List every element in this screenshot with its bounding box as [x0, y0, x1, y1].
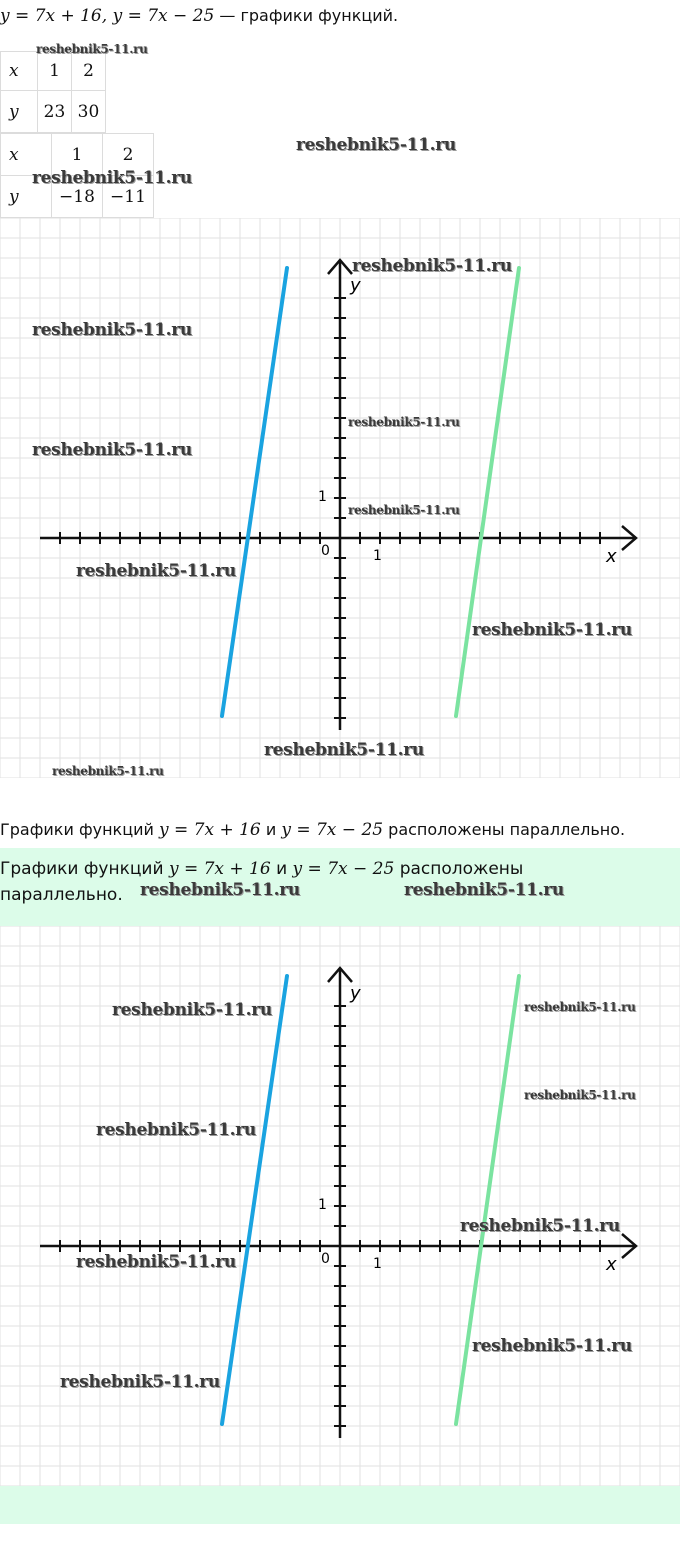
x-axis-label: x: [606, 546, 617, 567]
watermark: reshebnik5-11.ru: [76, 561, 236, 581]
table1-x-header: x: [1, 52, 38, 91]
answer-formula-2: y = 7x − 25: [292, 859, 395, 879]
watermark: reshebnik5-11.ru: [60, 1372, 220, 1392]
watermark: reshebnik5-11.ru: [524, 1000, 636, 1014]
y-axis-label: y: [350, 983, 361, 1004]
graph-line-7x-plus-16: [222, 268, 287, 716]
watermark: reshebnik5-11.ru: [460, 1216, 620, 1236]
conclusion-formula-2: y = 7x − 25: [281, 820, 384, 840]
x-unit-label: 1: [373, 548, 382, 564]
table1-x-cell: 1: [38, 52, 72, 91]
watermark: reshebnik5-11.ru: [52, 764, 164, 778]
watermark: reshebnik5-11.ru: [348, 503, 460, 517]
answer-middle: и: [270, 859, 293, 879]
table2-x-cell: 2: [103, 134, 154, 176]
table2-x-header: x: [1, 134, 52, 176]
watermark: reshebnik5-11.ru: [264, 740, 424, 760]
watermark: reshebnik5-11.ru: [524, 1088, 636, 1102]
watermark: reshebnik5-11.ru: [32, 440, 192, 460]
watermark: reshebnik5-11.ru: [472, 1336, 632, 1356]
watermark: reshebnik5-11.ru: [32, 168, 192, 188]
watermark: reshebnik5-11.ru: [404, 880, 564, 900]
table2-y-cell: −11: [103, 176, 154, 218]
watermark: reshebnik5-11.ru: [348, 415, 460, 429]
function-graph-1: [0, 218, 680, 778]
intro-line: [0, 6, 398, 26]
table1-y-cell: 30: [72, 91, 106, 133]
watermark: reshebnik5-11.ru: [472, 620, 632, 640]
watermark: reshebnik5-11.ru: [76, 1252, 236, 1272]
watermark: reshebnik5-11.ru: [112, 1000, 272, 1020]
conclusion-suffix: расположены параллельно.: [383, 820, 626, 839]
conclusion-prefix: Графики функций: [0, 820, 159, 839]
graph-line-7x-minus-25: [456, 268, 519, 716]
watermark: reshebnik5-11.ru: [140, 880, 300, 900]
x-axis-label: x: [606, 1254, 617, 1275]
formula-separator: ,: [101, 6, 113, 26]
answer-prefix: Графики функций: [0, 859, 169, 879]
table1-y-cell: 23: [38, 91, 72, 133]
watermark: reshebnik5-11.ru: [296, 135, 456, 155]
table2-y-cell: −18: [52, 176, 103, 218]
table2-y-header: y: [1, 176, 52, 218]
intro-text: — графики функций.: [214, 6, 399, 25]
table1-x-cell: 2: [72, 52, 106, 91]
watermark: reshebnik5-11.ru: [96, 1120, 256, 1140]
conclusion-formula-1: y = 7x + 16: [159, 820, 261, 840]
formula-2: y = 7x − 25: [112, 6, 215, 26]
conclusion-sentence: [0, 820, 625, 840]
origin-label: 0: [321, 543, 330, 559]
y-axis-label: y: [350, 275, 361, 296]
table1-y-header: y: [1, 91, 38, 133]
formula-1: y = 7x + 16: [0, 6, 102, 26]
values-table-1: [0, 51, 106, 133]
answer-suffix: расположены параллельно.: [0, 859, 524, 905]
watermark: reshebnik5-11.ru: [352, 256, 512, 276]
y-unit-label: 1: [318, 489, 327, 505]
origin-label: 0: [321, 1251, 330, 1267]
watermark: reshebnik5-11.ru: [36, 42, 148, 56]
watermark: reshebnik5-11.ru: [32, 320, 192, 340]
table2-x-cell: 1: [52, 134, 103, 176]
answer-formula-1: y = 7x + 16: [168, 859, 271, 879]
x-unit-label: 1: [373, 1256, 382, 1272]
conclusion-middle: и: [260, 820, 282, 839]
y-unit-label: 1: [318, 1197, 327, 1213]
